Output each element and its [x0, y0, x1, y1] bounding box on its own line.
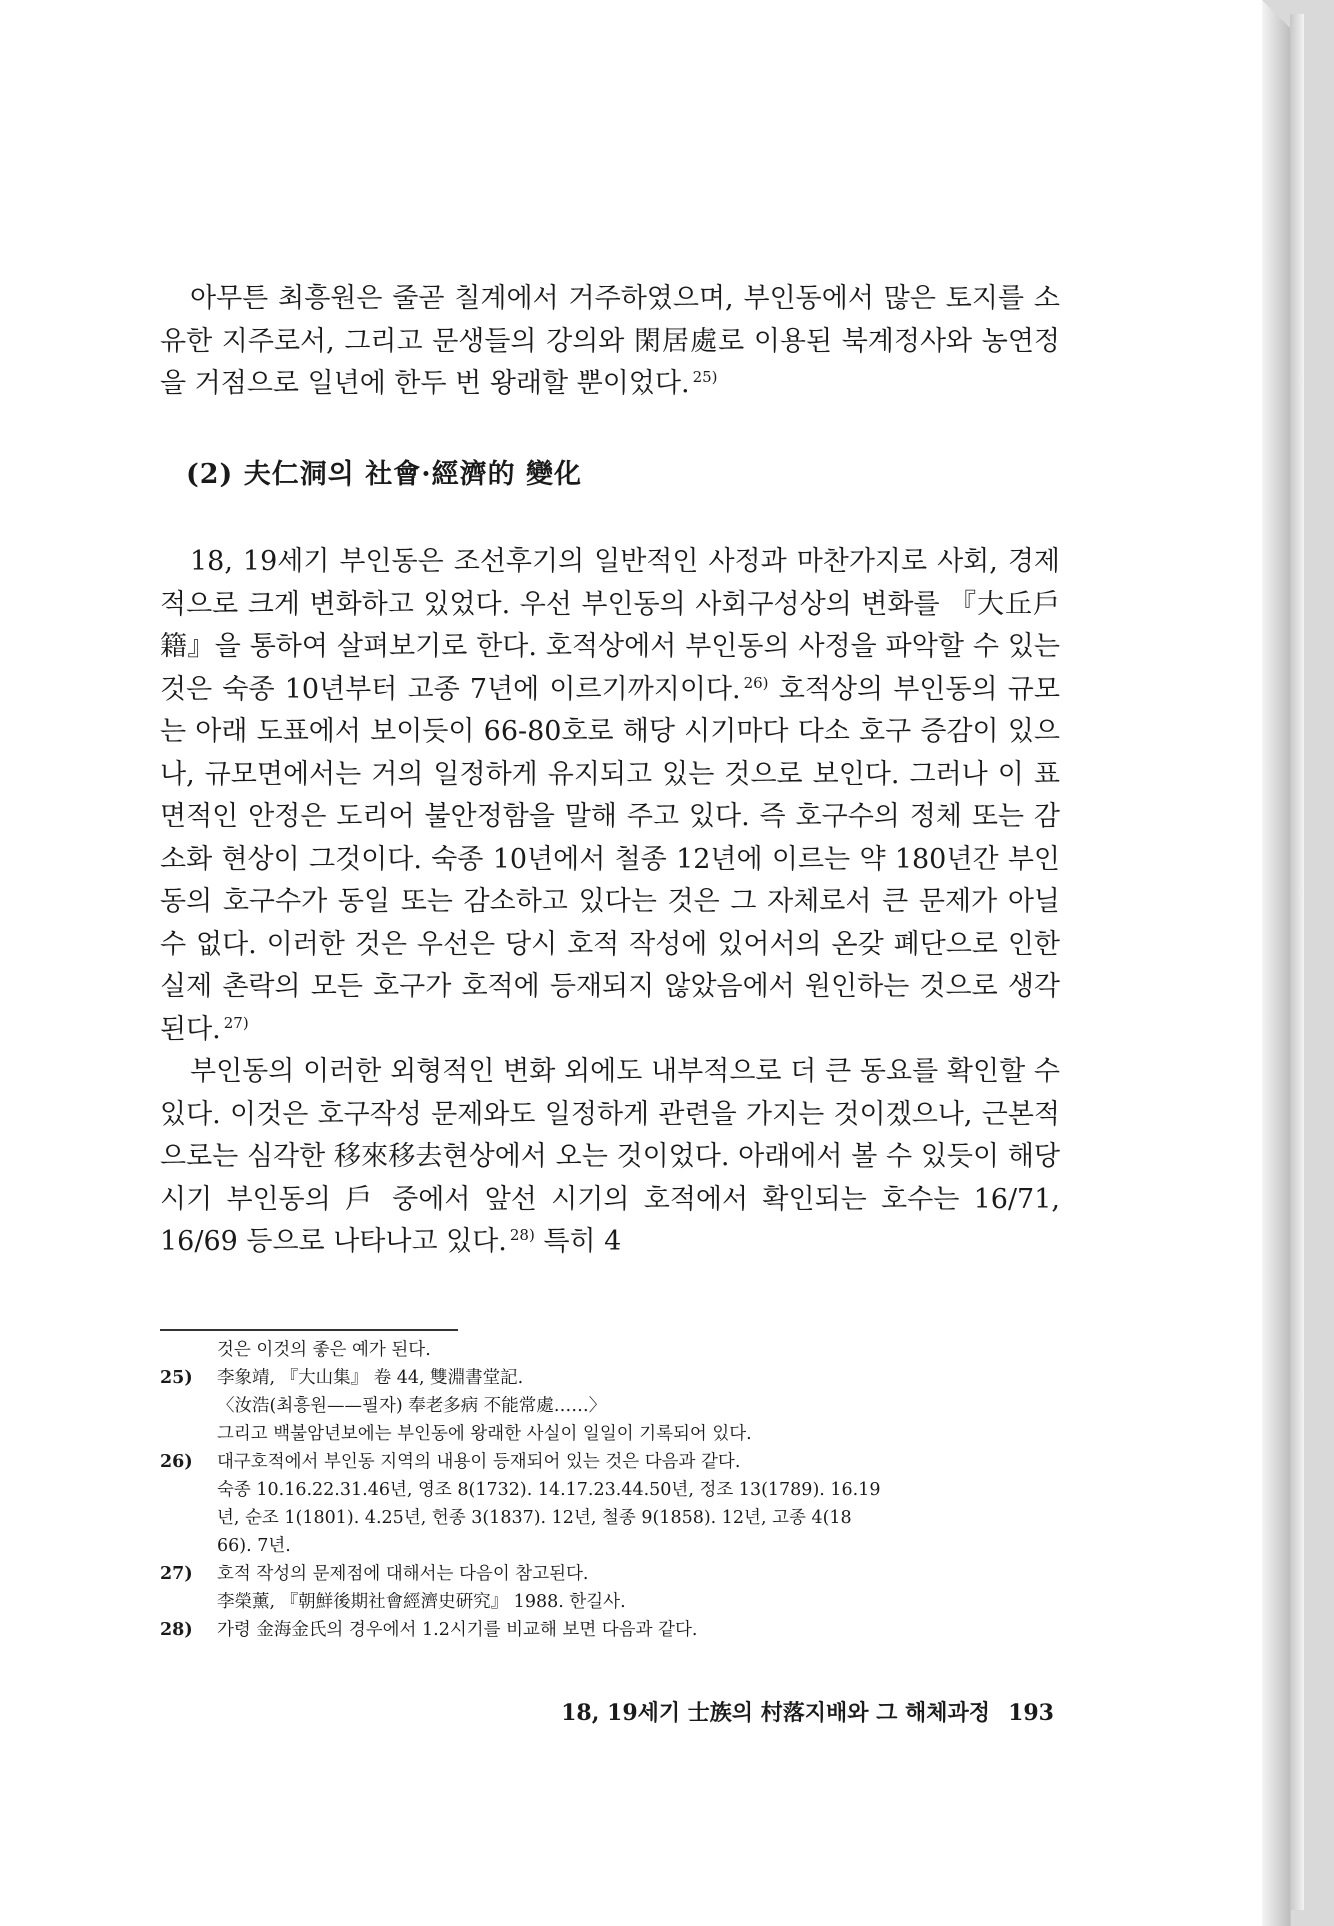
footnote-26-line-3: 년, 순조 1(1801). 4.25년, 헌종 3(1837). 12년, 철종 9(1858). 12년, 고종 4(18	[217, 1508, 852, 1528]
footnote-28-number: 28)	[160, 1620, 193, 1640]
footnote-26-line-2: 숙종 10.16.22.31.46년, 영조 8(1732). 14.17.23.44.50년, 정조 13(1789). 16.19	[217, 1480, 881, 1500]
footnote-26	[160, 1448, 1040, 1476]
footnote-25	[160, 1364, 1040, 1392]
page-number: 193	[1008, 1700, 1054, 1726]
footnote-27-number: 27)	[160, 1564, 193, 1584]
footnotes-section	[160, 1336, 1040, 1644]
footnote-carryover: 것은 이것의 좋은 예가 된다.	[217, 1340, 431, 1360]
paragraph-3-text: 부인동의 이러한 외형적인 변화 외에도 내부적으로 더 큰 동요를 확인할 수 있다. 이것은 호구작성 문제와도 일정하게 관련을 가지는 것이겠으나, 근본적으로는 심각한 移來移去현상에서 오는 것이었다. 아래에서 볼 수 있듯이 해당 시기 부인동의 戶 중에서 앞선 시기의 호적에서 확인되는 호수는 16/71, 16/69 등으로 나타나고 있다.	[160, 1056, 1060, 1257]
footnote-ref-27[interactable]: 27)	[223, 1013, 249, 1032]
body-text-block	[160, 541, 1060, 1264]
footnote-26-number: 26)	[160, 1452, 193, 1472]
footnote-28	[160, 1616, 1040, 1644]
footnote-25-line-3: 그리고 백불암년보에는 부인동에 왕래한 사실이 일일이 기록되어 있다.	[217, 1424, 752, 1444]
paragraph-2-text-b: 호적상의 부인동의 규모는 아래 도표에서 보이듯이 66-80호로 해당 시기마다 다소 호구 증감이 있으나, 규모면에서는 거의 일정하게 유지되고 있는 것으로 보인다. 그러나 이 표면적인 안정은 도리어 불안정함을 말해 주고 있다. 즉 호구수의 정체 또는 감소화 현상이 그것이다. 숙종 10년에서 철종 12년에 이르는 약 180년간 부인동의 호구수가 동일 또는 감소하고 있다는 것은 그 자체로서 큰 문제가 아닐 수 없다. 이러한 것은 우선은 당시 호적 작성에 있어서의 온갖 폐단으로 인한 실제 촌락의 모든 호구가 호적에 등재되지 않았음에서 원인하는 것으로 생각된다.	[160, 673, 1060, 1045]
paragraph-2	[160, 541, 1060, 1051]
footnote-divider	[160, 1329, 458, 1331]
intro-paragraph-text: 아무튼 최흥원은 줄곧 칠계에서 거주하였으며, 부인동에서 많은 토지를 소유한 지주로서, 그리고 문생들의 강의와 閑居處로 이용된 북계정사와 농연정을 거점으로 일년에 한두 번 왕래할 뿐이었다.	[160, 283, 1060, 399]
paragraph-2-text-a: 18, 19세기 부인동은 조선후기의 일반적인 사정과 마찬가지로 사회, 경제적으로 크게 변화하고 있었다. 우선 부인동의 사회구성상의 변화를 『大丘戶籍』을 통하여 살펴보기로 한다. 호적상에서 부인동의 사정을 파악할 수 있는 것은 숙종 10년부터 고종 7년에 이르기까지이다.	[160, 546, 1060, 705]
footnote-ref-28[interactable]: 28)	[509, 1226, 535, 1244]
footnote-27-line-2: 李榮薰, 『朝鮮後期社會經濟史硏究』 1988. 한길사.	[217, 1592, 626, 1612]
running-footer	[561, 1696, 1054, 1727]
footnote-28-line-1: 가령 金海金氏의 경우에서 1.2시기를 비교해 보면 다음과 같다.	[217, 1620, 698, 1640]
paragraph-3	[160, 1051, 1060, 1264]
footnote-ref-25[interactable]: 25)	[692, 368, 718, 386]
footnote-ref-26[interactable]: 26)	[743, 673, 769, 692]
running-title: 18, 19세기 士族의 村落지배와 그 해체과정	[561, 1700, 991, 1726]
intro-paragraph	[160, 278, 1060, 406]
underlying-sheet-edge	[1290, 14, 1304, 1910]
footnote-26-line-1: 대구호적에서 부인동 지역의 내용이 등재되어 있는 것은 다음과 같다.	[217, 1452, 741, 1472]
footnote-27	[160, 1560, 1040, 1588]
page-fold-shadow	[1262, 0, 1290, 1926]
intro-paragraph-block	[160, 278, 1060, 406]
footnote-25-number: 25)	[160, 1368, 193, 1388]
section-heading: (2) 夫仁洞의 社會·經濟的 變化	[186, 459, 583, 490]
footnote-25-line-2: 〈汝浩(최흥원——필자) 奉老多病 不能常處……〉	[217, 1396, 607, 1416]
footnote-26-line-4: 66). 7년.	[217, 1536, 291, 1556]
paragraph-3-tail: 특히 4	[543, 1226, 622, 1257]
footnote-27-line-1: 호적 작성의 문제점에 대해서는 다음이 참고된다.	[217, 1564, 589, 1584]
footnote-25-line-1: 李象靖, 『大山集』 卷 44, 雙淵書堂記.	[217, 1368, 524, 1388]
